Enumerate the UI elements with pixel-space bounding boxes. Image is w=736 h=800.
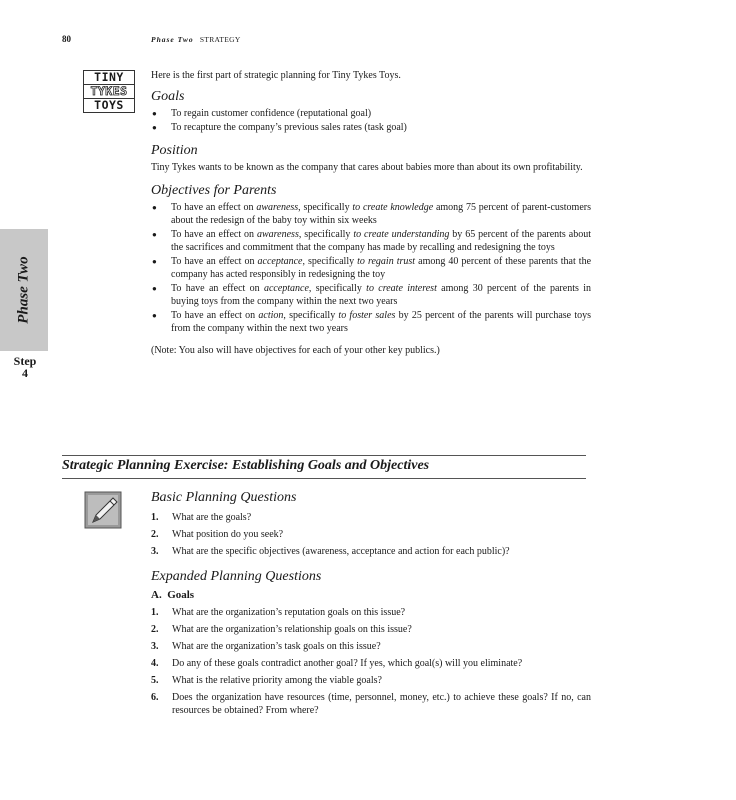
pencil-icon [84, 491, 122, 529]
expanded-question-item [151, 623, 591, 636]
question-text: What is the relative priority among the viable goals? [172, 675, 382, 686]
objective-text: , specifically [283, 310, 339, 321]
expanded-question-item [151, 674, 591, 687]
exercise-title: Strategic Planning Exercise: Establishing Goals and Objectives [62, 458, 430, 473]
goals-subheading: A. Goals [151, 589, 195, 601]
intro-text: Here is the first part of strategic planning for Tiny Tykes Toys. [151, 70, 401, 81]
objective-text: , specifically [308, 283, 367, 294]
question-number: 4. [151, 658, 159, 669]
question-number: 1. [151, 607, 159, 618]
question-text: What are the organization’s relationship goals on this issue? [172, 624, 412, 635]
objective-term: acceptance [263, 283, 309, 294]
expanded-question-item [151, 606, 591, 619]
question-text: What are the goals? [172, 512, 252, 523]
basic-questions-list [151, 511, 591, 558]
objective-text: among 40 percent of these parents that the company has acted responsibly in redesigning the toy [171, 256, 592, 280]
objective-text: To have an effect on [171, 283, 264, 294]
objective-text: , specifically [298, 229, 354, 240]
objective-aim: to create interest [366, 283, 437, 294]
step-number: 4 [22, 366, 28, 380]
question-number: 5. [151, 675, 159, 686]
objective-term: awareness [256, 229, 299, 240]
objective-text: among 75 percent of parent-customers about the redesign of the baby toy within six weeks [171, 202, 591, 226]
expanded-questions-list [151, 606, 591, 717]
objective-item [151, 228, 591, 254]
question-number: 2. [151, 624, 159, 635]
objective-item [151, 201, 591, 227]
goal-item: ● To regain customer confidence (reputational goal) [151, 107, 591, 120]
goal-item: ● To recapture the company’s previous sales rates (task goal) [151, 121, 591, 134]
objective-aim: to foster sales [338, 310, 396, 321]
objective-text: among 30 percent of the parents in buying toys from the company within the next two years [171, 283, 591, 307]
goals-heading: Goals [151, 89, 185, 104]
expanded-question-item [151, 691, 591, 717]
question-text: What are the organization’s task goals on this issue? [172, 641, 381, 652]
question-number: 1. [151, 512, 159, 523]
section-rule-top [62, 455, 586, 456]
objective-item [151, 255, 591, 281]
objective-text: by 25 percent of the parents will purchase toys from the company within the next two years [171, 310, 591, 334]
objective-text: To have an effect on [171, 229, 257, 240]
running-header-section: STRATEGY [199, 35, 241, 44]
objective-aim: to regain trust [357, 256, 416, 267]
step-marker [6, 355, 44, 379]
question-number: 3. [151, 546, 159, 557]
objectives-list [151, 201, 591, 335]
tiny-tykes-logo [83, 70, 135, 113]
question-text: What are the specific objectives (awareness, acceptance and action for each public)? [172, 546, 510, 557]
objective-aim: to create understanding [353, 229, 450, 240]
question-text: Do any of these goals contradict another goal? If yes, which goal(s) will you eliminate? [172, 658, 523, 669]
note-text: (Note: You also will have objectives for each of your other key publics.) [151, 345, 440, 356]
basic-question-item [151, 528, 591, 541]
objectives-heading: Objectives for Parents [151, 183, 277, 198]
objective-text: by 65 percent of the parents about the sacrifices and commitment that the company has made by recalling and redesigning the toys [171, 229, 591, 253]
basic-question-item [151, 545, 591, 558]
running-header-phase: Phase Two [151, 35, 194, 44]
objective-term: acceptance [257, 256, 303, 267]
objective-term: action [258, 310, 284, 321]
expanded-questions-heading: Expanded Planning Questions [151, 569, 322, 584]
expanded-question-item [151, 657, 591, 670]
objective-item [151, 309, 591, 335]
position-heading: Position [151, 143, 198, 158]
objective-text: , specifically [298, 202, 353, 213]
running-header [151, 35, 241, 44]
objective-text: To have an effect on [171, 310, 259, 321]
logo-line-tykes: TYKES [84, 85, 134, 99]
phase-side-tab-label: Phase Two [15, 256, 32, 324]
question-text: What position do you seek? [172, 529, 284, 540]
objective-aim: to create knowledge [352, 202, 434, 213]
phase-side-tab [0, 229, 48, 351]
question-text: What are the organization’s reputation goals on this issue? [172, 607, 406, 618]
logo-line-toys: TOYS [94, 98, 124, 112]
question-text: Does the organization have resources (time, personnel, money, etc.) to achieve these goals? If no, can resources be obtained? From where? [172, 692, 591, 716]
goals-list [151, 107, 591, 134]
page-number: 80 [62, 34, 71, 44]
tiny-tykes-plan [151, 69, 591, 357]
basic-questions-heading: Basic Planning Questions [151, 490, 297, 505]
objective-text: To have an effect on [171, 256, 258, 267]
objective-text: To have an effect on [171, 202, 257, 213]
question-number: 3. [151, 641, 159, 652]
objective-term: awareness [256, 202, 299, 213]
expanded-question-item [151, 640, 591, 653]
section-rule-bottom [62, 478, 586, 479]
question-number: 6. [151, 692, 159, 703]
objective-item [151, 282, 591, 308]
logo-line-tiny: TINY [84, 71, 134, 85]
position-text: Tiny Tykes wants to be known as the company that cares about babies more than about its own profitability. [151, 162, 583, 173]
objective-text: , specifically [302, 256, 358, 267]
planning-questions [151, 489, 591, 721]
step-word: Step [13, 354, 37, 368]
basic-question-item [151, 511, 591, 524]
question-number: 2. [151, 529, 159, 540]
